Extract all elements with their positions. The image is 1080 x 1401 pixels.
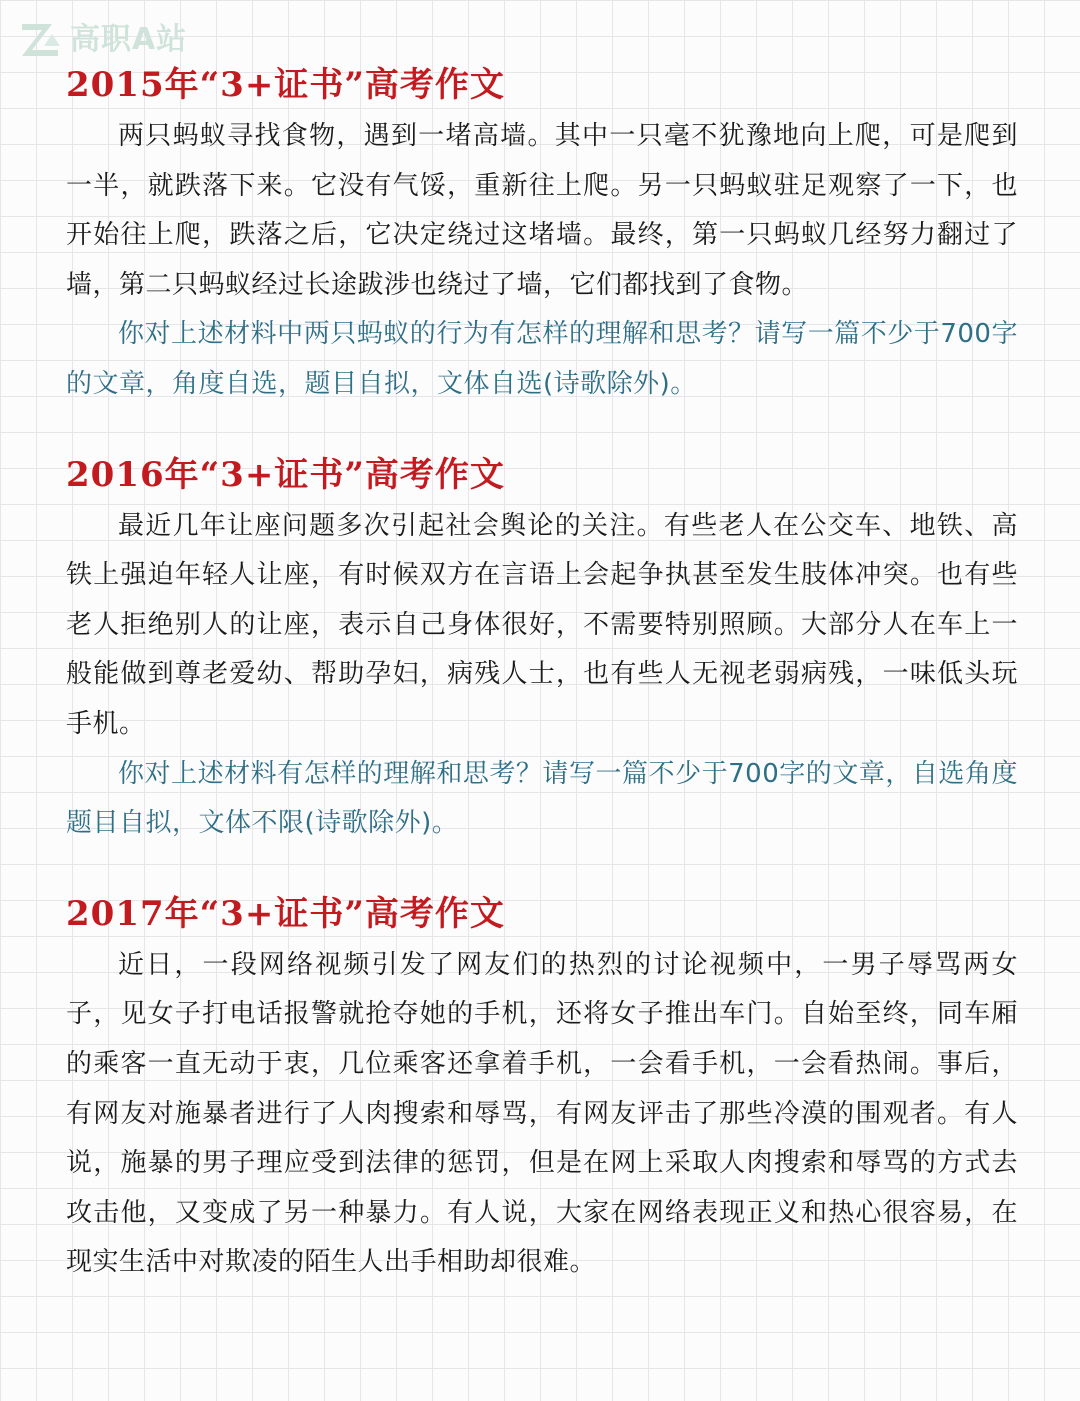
- section-heading: 2015年“3+证书”高考作文: [66, 65, 505, 105]
- section-2015: [66, 58, 1018, 410]
- section-gap: [66, 849, 1018, 887]
- document-body: [66, 58, 1018, 1288]
- section-gap: [66, 410, 1018, 448]
- section-2017: [66, 887, 1018, 1288]
- material-paragraph: 近日，一段网络视频引发了网友们的热烈的讨论视频中，一男子辱骂两女子，见女子打电话报警就抢夺她的手机，还将女子推出车门。自始至终，同车厢的乘客一直无动于衷，几位乘客还拿着手机，一会看手机，一会看热闹。事后，有网友对施暴者进行了人肉搜索和辱骂，有网友评击了那些冷漠的围观者。有人说，施暴的男子理应受到法律的惩罚，但是在网上采取人肉搜索和辱骂的方式去攻击他，又变成了另一种暴力。有人说，大家在网络表现正义和热心很容易，在现实生活中对欺凌的陌生人出手相助却很难。: [66, 949, 1018, 1278]
- prompt-paragraph: 你对上述材料中两只蚂蚁的行为有怎样的理解和思考？请写一篇不少于700字的文章，角度自选，题目自拟，文体自选(诗歌除外)。: [66, 319, 1018, 399]
- section-heading: 2017年“3+证书”高考作文: [66, 893, 505, 934]
- prompt-paragraph: 你对上述材料有怎样的理解和思考？请写一篇不少于700字的文章，自选角度题目自拟，文体不限(诗歌除外)。: [66, 758, 1018, 839]
- material-paragraph: 两只蚂蚁寻找食物，遇到一堵高墙。其中一只毫不犹豫地向上爬，可是爬到一半，就跌落下来。它没有气馁，重新往上爬。另一只蚂蚁驻足观察了一下，也开始往上爬，跌落之后，它决定绕过这堵墙。最终，第一只蚂蚁几经努力翻过了墙，第二只蚂蚁经过长途跋涉也绕过了墙，它们都找到了食物。: [66, 121, 1018, 300]
- watermark-logo: [18, 20, 187, 60]
- section-heading: 2016年“3+证书”高考作文: [66, 454, 505, 495]
- watermark-text: 高职A站: [70, 22, 188, 57]
- section-2016: [66, 448, 1018, 849]
- material-paragraph: 最近几年让座问题多次引起社会舆论的关注。有些老人在公交车、地铁、高铁上强迫年轻人让座，有时候双方在言语上会起争执甚至发生肢体冲突。也有些老人拒绝别人的让座，表示自己身体很好，不需要特别照顾。大部分人在车上一般能做到尊老爱幼、帮助孕妇，病残人士，也有些人无视老弱病残，一味低头玩手机。: [66, 510, 1018, 739]
- logo-icon: [18, 20, 64, 60]
